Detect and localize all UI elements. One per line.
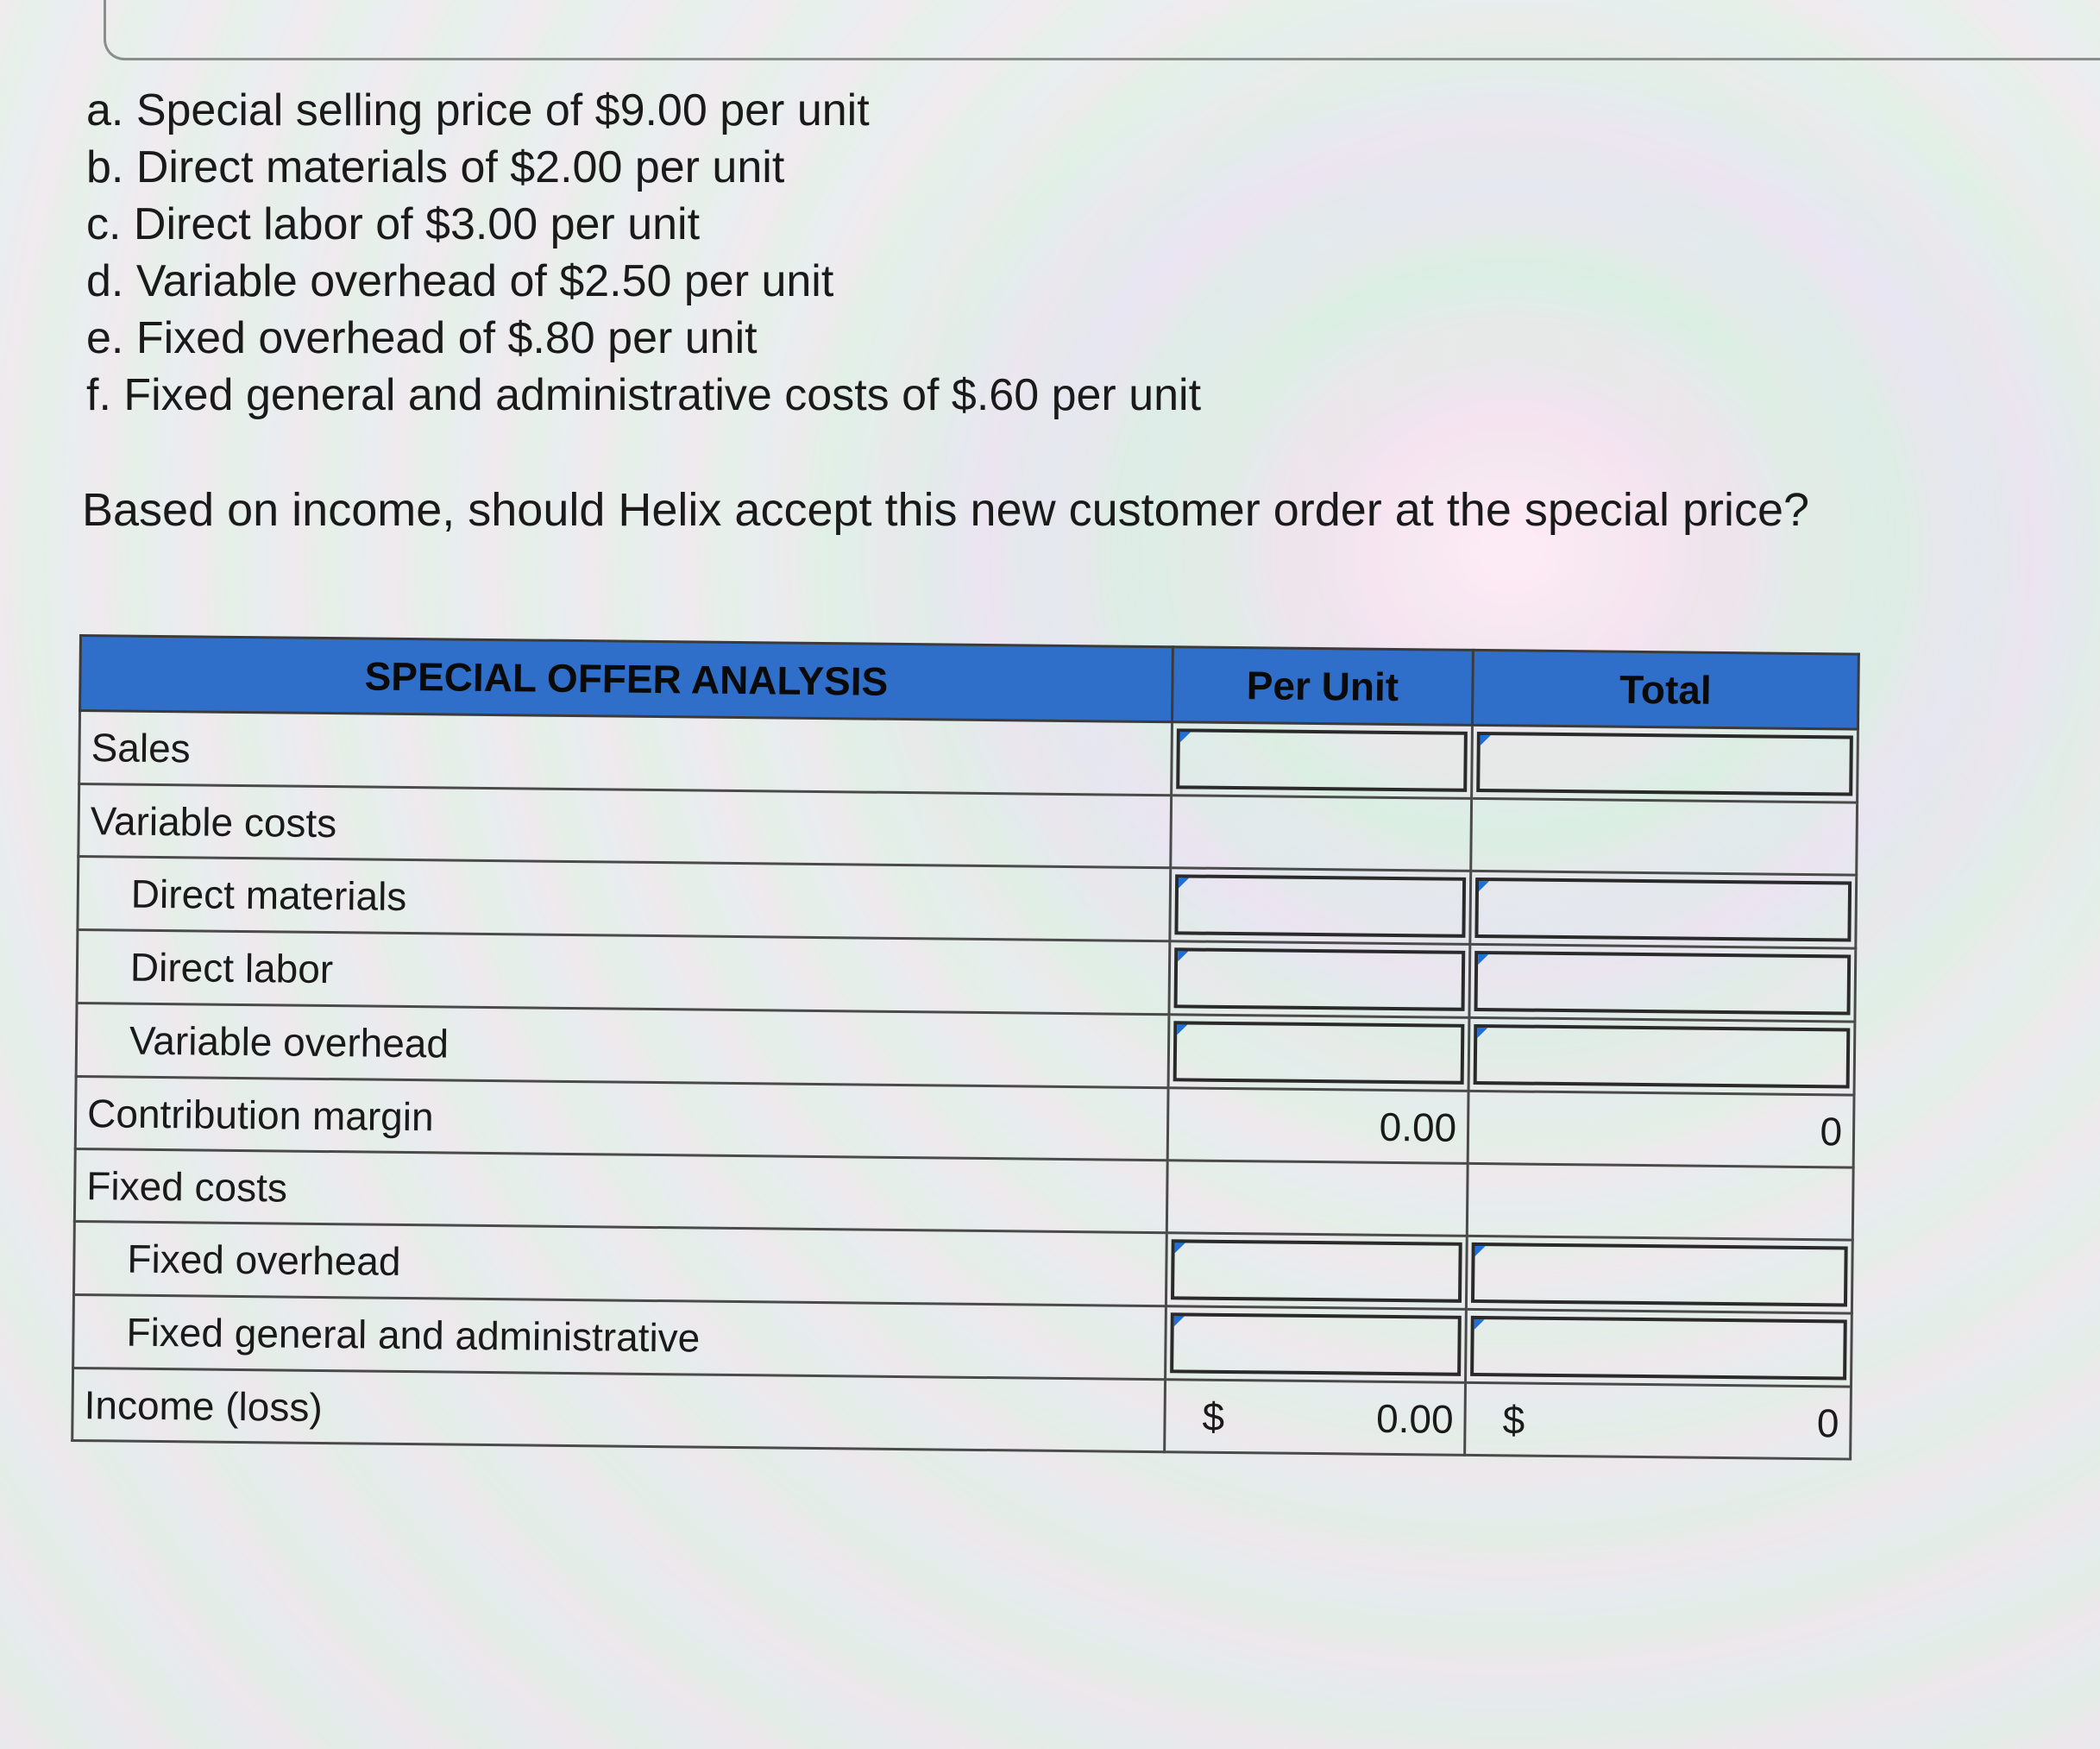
fixed-overhead-per-unit-cell [1166, 1233, 1467, 1310]
direct-labor-total-cell [1469, 944, 1856, 1022]
contribution-margin-total-value: 0 [1468, 1091, 1854, 1167]
fixed-ga-total-input[interactable] [1470, 1316, 1847, 1381]
input-marker-icon [1180, 732, 1191, 742]
fixed-costs-per-unit-empty [1166, 1161, 1468, 1236]
income-per-unit-dollar-sign: $ [1202, 1394, 1225, 1439]
input-marker-icon [1174, 1316, 1185, 1326]
sales-total-input[interactable] [1476, 732, 1853, 796]
question-text: Based on income, should Helix accept this new customer order at the special price? [82, 484, 1810, 536]
fixed-ga-total-cell [1466, 1309, 1852, 1387]
label-contribution-margin: Contribution margin [75, 1076, 1168, 1160]
problem-item-c: c. Direct labor of $3.00 per unit [86, 199, 701, 249]
label-fixed-overhead: Fixed overhead [73, 1221, 1166, 1305]
input-marker-icon [1477, 1028, 1487, 1038]
label-direct-materials: Direct materials [78, 857, 1171, 941]
variable-overhead-per-unit-cell [1168, 1015, 1469, 1092]
variable-overhead-total-cell [1468, 1017, 1855, 1095]
income-total-value: 0 [1816, 1400, 1839, 1445]
sales-per-unit-input[interactable] [1176, 728, 1468, 792]
label-variable-costs: Variable costs [79, 784, 1172, 868]
variable-costs-per-unit-empty [1171, 796, 1472, 871]
input-marker-icon [1174, 1243, 1185, 1253]
input-marker-icon [1177, 1024, 1187, 1035]
label-income: Income (loss) [72, 1368, 1166, 1451]
direct-labor-per-unit-input[interactable] [1173, 947, 1465, 1011]
problem-item-e: e. Fixed overhead of $.80 per unit [86, 313, 758, 363]
fixed-ga-per-unit-input[interactable] [1170, 1312, 1462, 1376]
header-per-unit: Per Unit [1172, 647, 1473, 726]
problem-item-a: a. Special selling price of $9.00 per unit [86, 85, 870, 135]
contribution-margin-per-unit-value: 0.00 [1167, 1088, 1468, 1164]
problem-item-b: b. Direct materials of $2.00 per unit [86, 142, 785, 192]
fixed-overhead-total-cell [1466, 1236, 1852, 1313]
income-per-unit-cell [1165, 1380, 1466, 1456]
label-sales: Sales [79, 711, 1173, 796]
label-direct-labor: Direct labor [77, 929, 1170, 1014]
problem-item-d: d. Variable overhead of $2.50 per unit [86, 256, 834, 306]
top-border-line [104, 0, 2100, 60]
variable-costs-total-empty [1471, 798, 1858, 875]
header-total: Total [1473, 650, 1859, 729]
input-marker-icon [1474, 1319, 1485, 1330]
direct-labor-total-input[interactable] [1474, 951, 1852, 1016]
problem-item-f: f. Fixed general and administrative costs of $.60 per unit [86, 370, 1202, 420]
input-marker-icon [1481, 735, 1491, 746]
income-per-unit-value: 0.00 [1375, 1395, 1454, 1442]
direct-materials-per-unit-input[interactable] [1174, 874, 1466, 938]
special-offer-analysis-table [71, 634, 1860, 1461]
input-marker-icon [1178, 951, 1188, 961]
income-total-cell [1465, 1382, 1852, 1459]
direct-materials-total-input[interactable] [1474, 878, 1852, 942]
variable-overhead-per-unit-input[interactable] [1173, 1021, 1465, 1085]
fixed-ga-per-unit-cell [1165, 1306, 1466, 1383]
input-marker-icon [1478, 954, 1488, 965]
direct-materials-total-cell [1470, 871, 1857, 948]
fixed-overhead-total-input[interactable] [1471, 1243, 1848, 1307]
sales-per-unit-cell [1172, 722, 1473, 799]
variable-overhead-total-input[interactable] [1474, 1024, 1851, 1089]
direct-labor-per-unit-cell [1169, 941, 1470, 1018]
income-total-dollar-sign: $ [1502, 1396, 1525, 1443]
fixed-costs-total-empty [1467, 1163, 1853, 1240]
label-fixed-general-administrative: Fixed general and administrative [73, 1294, 1166, 1379]
header-special-offer-analysis: SPECIAL OFFER ANALYSIS [80, 636, 1173, 722]
label-fixed-costs: Fixed costs [74, 1148, 1167, 1232]
problem-list [86, 82, 1201, 424]
input-marker-icon [1179, 878, 1189, 888]
input-marker-icon [1475, 1246, 1486, 1256]
label-variable-overhead: Variable overhead [76, 1003, 1169, 1087]
direct-materials-per-unit-cell [1170, 868, 1471, 945]
sales-total-cell [1472, 725, 1858, 802]
fixed-overhead-per-unit-input[interactable] [1171, 1239, 1462, 1303]
input-marker-icon [1479, 881, 1489, 891]
